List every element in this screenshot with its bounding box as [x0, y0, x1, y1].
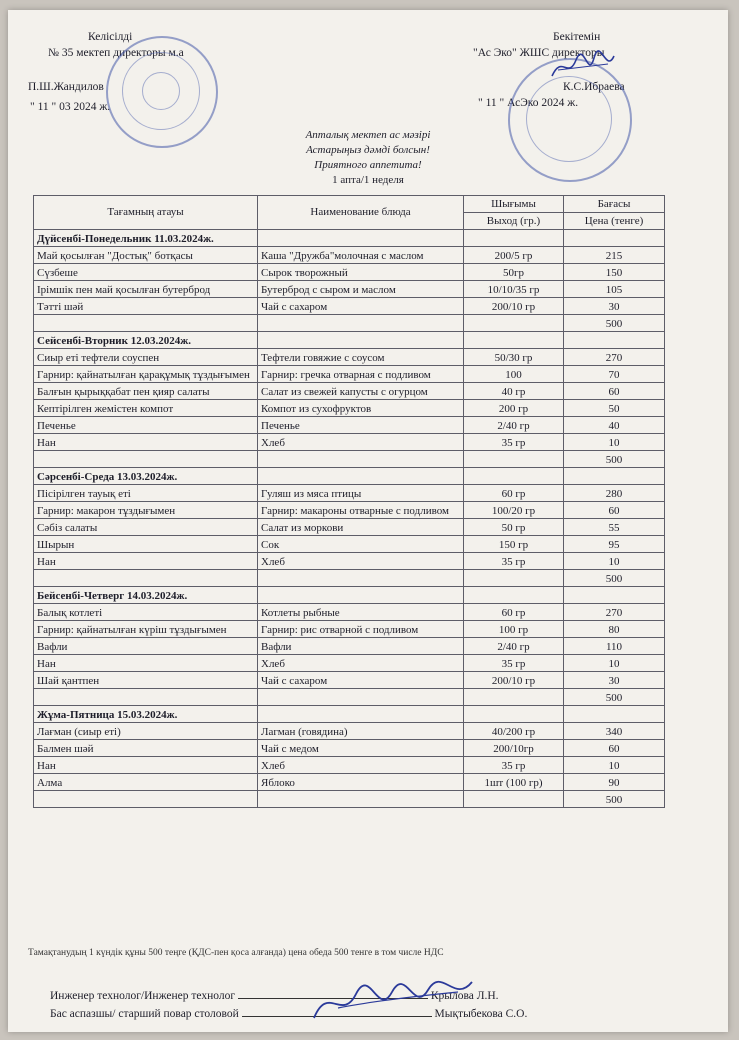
table-row: [34, 298, 665, 315]
dish-name-kz: Гарнир: қайнатылған күріш тұздығымен: [34, 621, 258, 638]
table-row: [34, 366, 665, 383]
dish-name-kz: Май қосылған "Достық" ботқасы: [34, 247, 258, 264]
dish-name-ru: Салат из свежей капусты с огурцом: [258, 383, 464, 400]
dish-name-kz: Тәтті шәй: [34, 298, 258, 315]
table-row: [34, 264, 665, 281]
dish-name-kz: Балық котлеті: [34, 604, 258, 621]
cook-name: Мықтыбекова С.О.: [434, 1008, 528, 1020]
dish-price: 60: [564, 502, 665, 519]
table-row: [34, 485, 665, 502]
dish-name-kz: Кептірілген жемістен компот: [34, 400, 258, 417]
title-line-3: Приятного аппетита!: [314, 159, 422, 171]
table-row: [34, 349, 665, 366]
day-label: Бейсенбі-Четверг 14.03.2024ж.: [34, 587, 258, 604]
dish-output: 200/5 гр: [464, 247, 564, 264]
table-row: [34, 604, 665, 621]
dish-name-kz: Вафли: [34, 638, 258, 655]
dish-output: 60 гр: [464, 604, 564, 621]
dish-output: 50/30 гр: [464, 349, 564, 366]
approval-right-position: "Ас Эко" ЖШС директоры: [473, 47, 605, 59]
table-row: [34, 740, 665, 757]
dish-output: 35 гр: [464, 553, 564, 570]
table-row: [34, 536, 665, 553]
dish-price: 110: [564, 638, 665, 655]
dish-name-ru: Чай с медом: [258, 740, 464, 757]
dish-price: 70: [564, 366, 665, 383]
dish-output: 200/10 гр: [464, 298, 564, 315]
dish-output: 1шт (100 гр): [464, 774, 564, 791]
dish-name-ru: Хлеб: [258, 434, 464, 451]
table-row: [34, 553, 665, 570]
table-row: [34, 417, 665, 434]
approval-left-title: Келісілді: [88, 31, 133, 43]
day-total-row: [34, 315, 665, 332]
header-kz-name: Тағамның атауы: [34, 196, 258, 230]
technologist-name: Крылова Л.Н.: [430, 990, 499, 1002]
table-row: [34, 247, 665, 264]
dish-name-ru: Гарнир: макароны отварные с подливом: [258, 502, 464, 519]
header-price-ru: Цена (тенге): [564, 213, 665, 230]
dish-price: 105: [564, 281, 665, 298]
day-total-price: 500: [564, 570, 665, 587]
dish-name-kz: Печенье: [34, 417, 258, 434]
dish-name-kz: Лағман (сиыр еті): [34, 723, 258, 740]
day-label: Дүйсенбі-Понедельник 11.03.2024ж.: [34, 230, 258, 247]
menu-table-body: [34, 230, 665, 808]
price-note: Тамақтанудың 1 күндік құны 500 теңге (ҚДС-пен қоса алғанда) цена обеда 500 тенге в том числе НДС: [28, 948, 444, 958]
table-row: [34, 774, 665, 791]
dish-name-ru: Хлеб: [258, 655, 464, 672]
dish-name-kz: Нан: [34, 553, 258, 570]
dish-name-ru: Вафли: [258, 638, 464, 655]
dish-price: 60: [564, 740, 665, 757]
dish-name-ru: Каша "Дружба"молочная с маслом: [258, 247, 464, 264]
day-label: Сәрсенбі-Среда 13.03.2024ж.: [34, 468, 258, 485]
dish-name-kz: Пісірілген тауық еті: [34, 485, 258, 502]
dish-price: 95: [564, 536, 665, 553]
dish-name-ru: Бутерброд с сыром и маслом: [258, 281, 464, 298]
dish-name-kz: Алма: [34, 774, 258, 791]
dish-name-kz: Сүзбеше: [34, 264, 258, 281]
day-total-price: 500: [564, 791, 665, 808]
dish-name-ru: Лагман (говядина): [258, 723, 464, 740]
dish-output: 10/10/35 гр: [464, 281, 564, 298]
table-row: [34, 519, 665, 536]
dish-price: 215: [564, 247, 665, 264]
dish-name-kz: Сәбіз салаты: [34, 519, 258, 536]
dish-output: 200/10 гр: [464, 672, 564, 689]
table-row: [34, 383, 665, 400]
dish-price: 340: [564, 723, 665, 740]
dish-price: 280: [564, 485, 665, 502]
dish-price: 30: [564, 672, 665, 689]
dish-price: 40: [564, 417, 665, 434]
day-label: Сейсенбі-Вторник 12.03.2024ж.: [34, 332, 258, 349]
dish-name-ru: Хлеб: [258, 757, 464, 774]
dish-price: 30: [564, 298, 665, 315]
dish-name-kz: Гарнир: қайнатылған қарақұмық тұздығымен: [34, 366, 258, 383]
dish-price: 50: [564, 400, 665, 417]
dish-name-kz: Шай қантпен: [34, 672, 258, 689]
dish-name-ru: Тефтели говяжие с соусом: [258, 349, 464, 366]
dish-name-ru: Чай с сахаром: [258, 672, 464, 689]
dish-price: 10: [564, 553, 665, 570]
dish-output: 150 гр: [464, 536, 564, 553]
title-line-1: Апталық мектеп ас мәзірі: [305, 129, 431, 141]
table-row: [34, 281, 665, 298]
dish-name-ru: Яблоко: [258, 774, 464, 791]
day-total-row: [34, 689, 665, 706]
dish-name-ru: Салат из моркови: [258, 519, 464, 536]
dish-price: 270: [564, 349, 665, 366]
dish-name-kz: Нан: [34, 655, 258, 672]
dish-price: 10: [564, 757, 665, 774]
day-row: [34, 468, 665, 485]
dish-name-kz: Сиыр еті тефтели соуспен: [34, 349, 258, 366]
dish-output: 35 гр: [464, 434, 564, 451]
dish-name-ru: Гарнир: рис отварной с подливом: [258, 621, 464, 638]
dish-output: 50 гр: [464, 519, 564, 536]
table-row: [34, 723, 665, 740]
approval-left-name: П.Ш.Жандилов: [28, 81, 104, 93]
table-header-row-1: [34, 196, 665, 213]
dish-output: 200/10гр: [464, 740, 564, 757]
dish-price: 10: [564, 434, 665, 451]
header-output-kz: Шығымы: [464, 196, 564, 213]
approval-right-name: К.С.Ибраева: [563, 81, 625, 93]
dish-name-ru: Сырок творожный: [258, 264, 464, 281]
table-row: [34, 434, 665, 451]
dish-name-ru: Котлеты рыбные: [258, 604, 464, 621]
dish-output: 40/200 гр: [464, 723, 564, 740]
approval-left-date: " 11 " 03 2024 ж.: [30, 101, 111, 113]
dish-name-kz: Балғын қырыққабат пен қияр салаты: [34, 383, 258, 400]
dish-price: 80: [564, 621, 665, 638]
dish-name-ru: Гуляш из мяса птицы: [258, 485, 464, 502]
table-row: [34, 621, 665, 638]
day-row: [34, 332, 665, 349]
approval-right-title: Бекітемін: [553, 31, 601, 43]
table-row: [34, 672, 665, 689]
dish-name-kz: Балмен шәй: [34, 740, 258, 757]
menu-document: [8, 10, 728, 1032]
dish-name-kz: Гарнир: макарон тұздығымен: [34, 502, 258, 519]
table-row: [34, 655, 665, 672]
dish-name-ru: Хлеб: [258, 553, 464, 570]
dish-name-ru: Гарнир: гречка отварная с подливом: [258, 366, 464, 383]
header-price-kz: Бағасы: [564, 196, 665, 213]
header-ru-name: Наименование блюда: [258, 196, 464, 230]
table-row: [34, 638, 665, 655]
title-line-2: Астарыңыз дәмді болсын!: [306, 144, 430, 156]
day-total-price: 500: [564, 689, 665, 706]
day-total-price: 500: [564, 315, 665, 332]
approval-right-date: " 11 " АсЭко 2024 ж.: [478, 97, 579, 109]
day-total-row: [34, 791, 665, 808]
dish-name-ru: Печенье: [258, 417, 464, 434]
dish-output: 2/40 гр: [464, 417, 564, 434]
dish-output: 60 гр: [464, 485, 564, 502]
dish-output: 50гр: [464, 264, 564, 281]
day-label: Жұма-Пятница 15.03.2024ж.: [34, 706, 258, 723]
dish-price: 10: [564, 655, 665, 672]
title-week: 1 апта/1 неделя: [332, 174, 404, 186]
dish-output: 35 гр: [464, 655, 564, 672]
day-total-price: 500: [564, 451, 665, 468]
table-row: [34, 502, 665, 519]
table-row: [34, 400, 665, 417]
day-total-row: [34, 570, 665, 587]
dish-output: 40 гр: [464, 383, 564, 400]
day-row: [34, 706, 665, 723]
approval-left-position: № 35 мектеп директоры м.а: [48, 47, 184, 59]
dish-output: 35 гр: [464, 757, 564, 774]
menu-table: [33, 195, 665, 808]
left-stamp: [106, 36, 218, 148]
director-signature-icon: [548, 50, 618, 84]
dish-price: 150: [564, 264, 665, 281]
day-row: [34, 587, 665, 604]
dish-name-ru: Чай с сахаром: [258, 298, 464, 315]
technologist-signature-icon: [308, 974, 478, 1028]
dish-output: 100: [464, 366, 564, 383]
dish-price: 55: [564, 519, 665, 536]
dish-name-kz: Нан: [34, 434, 258, 451]
cook-role: Бас аспазшы/ старший повар столовой: [50, 1008, 239, 1020]
technologist-role: Инженер технолог/Инженер технолог: [50, 990, 236, 1002]
dish-price: 270: [564, 604, 665, 621]
dish-name-ru: Сок: [258, 536, 464, 553]
menu-title: [238, 128, 498, 188]
day-row: [34, 230, 665, 247]
dish-name-ru: Компот из сухофруктов: [258, 400, 464, 417]
dish-price: 60: [564, 383, 665, 400]
dish-output: 100 гр: [464, 621, 564, 638]
dish-name-kz: Ірімшік пен май қосылған бутерброд: [34, 281, 258, 298]
dish-output: 100/20 гр: [464, 502, 564, 519]
dish-name-kz: Нан: [34, 757, 258, 774]
header-output-ru: Выход (гр.): [464, 213, 564, 230]
dish-output: 200 гр: [464, 400, 564, 417]
dish-name-kz: Шырын: [34, 536, 258, 553]
dish-price: 90: [564, 774, 665, 791]
dish-output: 2/40 гр: [464, 638, 564, 655]
day-total-row: [34, 451, 665, 468]
table-row: [34, 757, 665, 774]
